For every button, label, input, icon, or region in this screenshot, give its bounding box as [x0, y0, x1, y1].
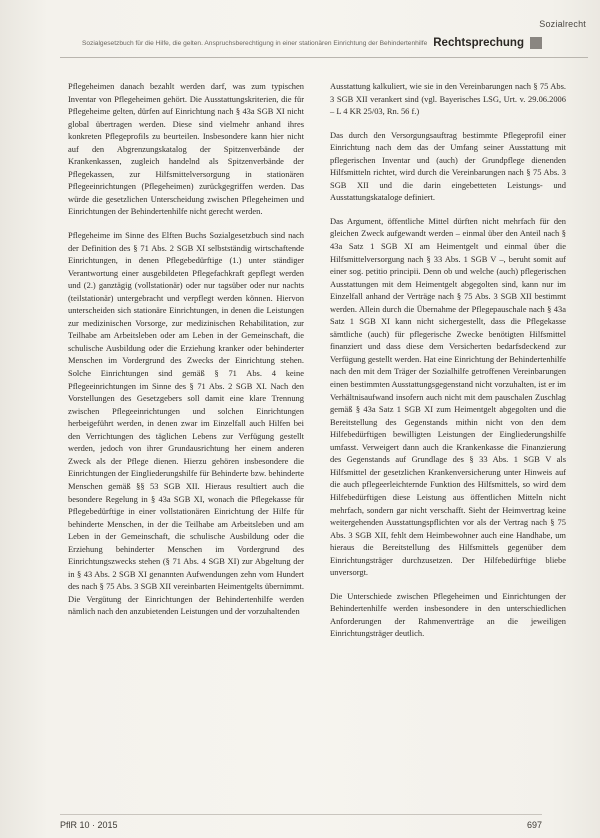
right-column	[330, 82, 566, 804]
paragraph: Pflegeheimen danach bezahlt werden darf, was zum typischen Inventar von Pflegeheimen gehört. Die Ausstattungskriterien, die für Pflegeheime gelten, dürfen auf Einrichtung nach § 43a SGB XI nicht global übertragen werden. Diese sind vielmehr anhand ihres konkreten Pflegeprofils zu beurteilen. Insbesondere kann hier nicht auf den Abgrenzungskatalog der Spitzenverbände der Krankenkassen, zugleich handelnd als Spitzenverbände der Pflegekassen, zur Hilfsmittelversorgung in stationären Pflegeeinrichtungen (Pflegeheimen) zurückgegriffen werden. Das würde die gesetzlichen Unterscheidung zwischen Pflegeheimen und Einrichtungen der Behindertenhilfe nicht gerecht werden.	[68, 81, 304, 217]
article-body	[68, 82, 566, 804]
header-square-marker	[530, 37, 542, 49]
paragraph: Das Argument, öffentliche Mittel dürften nicht mehrfach für den gleichen Zweck aufgewandt werden – einmal über den Anteil nach § 43a Satz 1 SGB XI am Heimentgelt und einmal über die Hilfsmittelversorgung nach § 33 Abs. 1 SGB V –, beruht somit auf einer sog. petitio principii. Denn ob und welche (auch) pflegerischen Ausstattungen mit dem Heimentgelt abgegolten sind, kann nur im Einzelfall anhand der Verträge nach § 75 Abs. 3 SGB XII bestimmt werden. Allein durch die Übernahme der Pflegepauschale nach § 43a Satz 1 SGB XI kann nicht sichergestellt, dass die Pflegekasse sämtliche (auch) für pflegerische Zwecke benötigten Hilfsmittel finanziert und dass diese dem Versicherten bedarfsdeckend zur Verfügung gestellt werden. Hat eine Einrichtung der Behindertenhilfe nach den mit dem Träger der Sozialhilfe getroffenen Vereinbarungen einen bestimmten Ausstattungsgegenstand nicht vorzuhalten, ist er im Verhältnisaufwand insofern auch nicht mit dem pauschalen Zuschlag gemäß § 43a Satz 1 SGB XI zum Heimentgelt abgegolten und die Bereitstellung des Gegenstands mithin nicht von den dem Hilfebedürftigen bewilligten Leistungen der Eingliederungshilfe umfasst. Verweigert dann auch die Krankenkasse die Finanzierung des Gegenstands auf Grundlage des § 33 Abs. 1 SGB V als Hilfsmittel der gesetzlichen Krankenversicherung unter Hinweis auf die auch pflegeerleichternde Funktion des Hilfsmittels, so wird dem Hilfebedürftigen diese Leistung aus öffentlichen Mitteln nicht mehrfach, sondern gar nicht verschafft. Sieht der Heimvertrag keine weitergehenden Ausstattungspflichten vor als der Vertrag nach § 75 Abs. 3 SGB XII, fehlt dem Heimbewohner auch eine Handhabe, um hieraus die Bereitstellung des Hilfsmittels gegenüber dem Einrichtungsträger durchzusetzen. Der Hilfebedürftige bliebe unversorgt.	[330, 215, 566, 578]
page-number: 697	[526, 820, 542, 830]
journal-issue: PflR 10 · 2015	[60, 820, 118, 830]
running-head: Sozialgesetzbuch für die Hilfe, die gelten. Anspruchsberechtigung in einer stationären Einrichtung der Behindertenhilfe	[81, 39, 428, 47]
header-rule	[60, 57, 588, 58]
page-header	[60, 37, 542, 49]
left-column	[68, 82, 304, 804]
page-footer	[60, 814, 542, 830]
header-title: Rechtsprechung	[433, 37, 524, 49]
paragraph: Die Unterschiede zwischen Pflegeheimen und Einrichtungen der Behindertenhilfe werden insbesondere in den unterschiedlichen Anforderungen der Rahmenverträge an die jeweiligen Einrichtungsträger deutlich.	[330, 590, 566, 639]
section-label: Sozialrecht	[539, 19, 586, 29]
paragraph: Ausstattung kalkuliert, wie sie in den Vereinbarungen nach § 75 Abs. 3 SGB XII verankert sind (vgl. Bayerisches LSG, Urt. v. 29.06.2006 – L 4 KR 25/03, Rn. 56 f.)	[330, 81, 566, 117]
paragraph: Das durch den Versorgungsauftrag bestimmte Pflegeprofil einer Einrichtung nach dem das der Umfang seiner Ausstattung mit pflegerischen Inventar und (auch) der Grundpflege dienenden Hilfsmitteln richtet, wird durch die Vereinbarungen nach § 75 Abs. 3 SGB XII und die darin eingebetteten Leistungs- und Ausstattungskataloge definiert.	[330, 129, 566, 203]
paragraph: Pflegeheime im Sinne des Elften Buchs Sozialgesetzbuch sind nach der Definition des § 71 Abs. 2 SGB XI selbstständig wirtschaftende Einrichtungen, in denen Pflegebedürftige (1.) unter ständiger Verantwortung einer ausgebildeten Pflegefachkraft gepflegt werden und (2.) ganztägig (vollstationär) oder nur tagsüber oder nur nachts (teilstationär) untergebracht und verpflegt werden können. Hiervon unterscheiden sich stationäre Einrichtungen, in denen die Leistungen zur medizinischen Vorsorge, zur medizinischen Rehabilitation, zur Teilhabe am Arbeitsleben oder am Leben in der Gemeinschaft, die schulische Ausbildung oder die Erziehung kranker oder behinderter Menschen im Vordergrund des Zwecks der Einrichtung stehen. Solche Einrichtungen sind gemäß § 71 Abs. 4 keine Pflegeeinrichtungen im Sinne des § 71 Abs. 2 SGB XI. Nach den Vorstellungen des Gesetzgebers soll damit eine klare Trennung zwischen Pflegeeinrichtungen und solchen Einrichtungen herbeigeführt werden, in denen zwar im Einzelfall auch Hilfen bei den Verrichtungen des täglichen Lebens zur Verfügung gestellt werden, jedoch von ihrer Grundausrichtung her einem anderen Zweck als der Pflege dienen. Hierzu gehören insbesondere die Einrichtungen der Eingliederungshilfe für Behinderte bzw. behinderte Menschen gemäß §§ 53 SGB XII. Hieraus resultiert auch die besondere Regelung in § 43a SGB XI, wonach die Pflegekasse für Pflegebedürftige in einer vollstationären Einrichtung der Hilfe für behinderte Menschen, in der die Teilhabe am Arbeitsleben und am Leben in der Gemeinschaft, die schulische Ausbildung oder die Erziehung behinderter Menschen im Vordergrund des Einrichtungszwecks stehen (§ 71 Abs. 4 SGB XI) zur Abgeltung der in § 43 Abs. 2 SGB XI genannten Aufwendungen zehn vom Hundert des nach § 75 Abs. 3 SGB XII vereinbarten Heimentgelts übernimmt. Die Vergütung der Einrichtungen der Behindertenhilfe werden nämlich nach den anzubietenden Leistungen und der vorzuhaltenden	[68, 230, 304, 617]
